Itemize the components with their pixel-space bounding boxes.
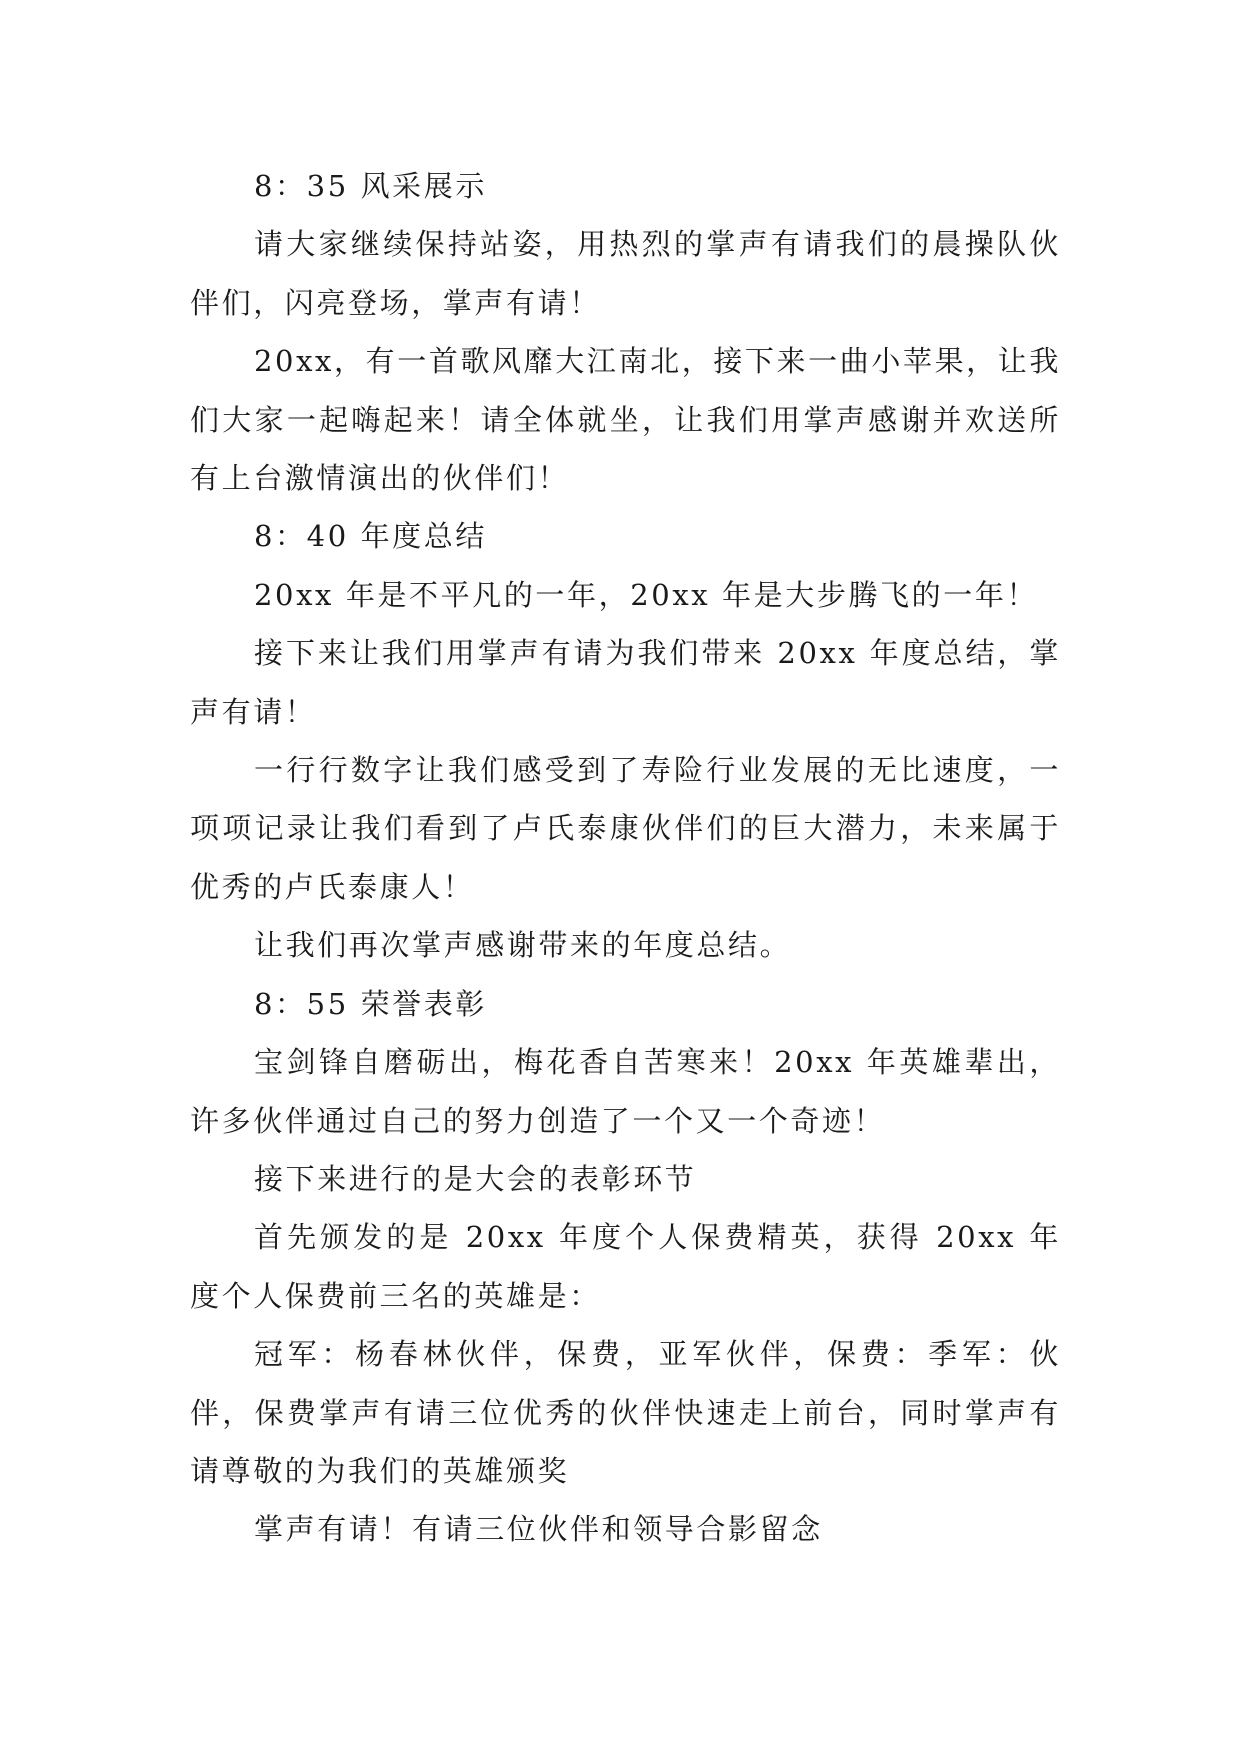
paragraph: 接下来进行的是大会的表彰环节 xyxy=(254,1161,697,1196)
section-heading-honor-awards: 8：55 荣誉表彰 xyxy=(254,986,487,1021)
paragraph: 20xx 年是不平凡的一年，20xx 年是大步腾飞的一年！ xyxy=(254,577,1039,612)
paragraph: 让我们再次掌声感谢带来的年度总结。 xyxy=(254,928,792,963)
paragraph: 接下来让我们用掌声有请为我们带来 20xx 年度总结，掌声有请！ xyxy=(190,636,1061,729)
section-heading-annual-summary: 8：40 年度总结 xyxy=(254,519,487,554)
paragraph: 首先颁发的是 20xx 年度个人保费精英，获得 20xx 年度个人保费前三名的英雄是： xyxy=(190,1220,1061,1313)
paragraph: 请大家继续保持站姿，用热烈的掌声有请我们的晨操队伙伴们，闪亮登场，掌声有请！ xyxy=(190,227,1061,320)
paragraph: 宝剑锋自磨砺出，梅花香自苦寒来！20xx 年英雄辈出，许多伙伴通过自己的努力创造了一个又一个奇迹！ xyxy=(190,1045,1061,1138)
section-heading-style-showcase: 8：35 风采展示 xyxy=(254,169,487,203)
paragraph: 20xx，有一首歌风靡大江南北，接下来一曲小苹果，让我们大家一起嗨起来！请全体就坐，让我们用掌声感谢并欢送所有上台激情演出的伙伴们！ xyxy=(190,344,1061,496)
paragraph: 掌声有请！有请三位伙伴和领导合影留念 xyxy=(254,1512,823,1547)
paragraph: 一行行数字让我们感受到了寿险行业发展的无比速度，一项项记录让我们看到了卢氏泰康伙伴们的巨大潜力，未来属于优秀的卢氏泰康人！ xyxy=(190,753,1061,904)
paragraph: 冠军：杨春林伙伴，保费，亚军伙伴，保费：季军：伙伴，保费掌声有请三位优秀的伙伴快速走上前台，同时掌声有请尊敬的为我们的英雄颁奖 xyxy=(190,1337,1061,1488)
document-body xyxy=(190,157,1061,1559)
